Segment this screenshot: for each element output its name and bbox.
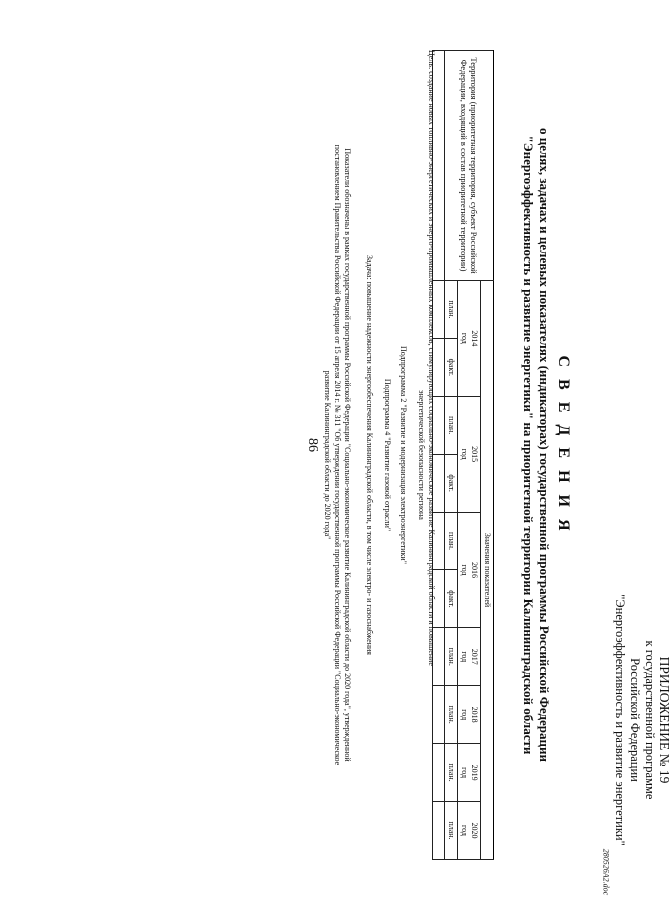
footer-file-code: 280526А2.doc: [601, 848, 611, 896]
appendix-line: Российской Федерации: [628, 658, 642, 782]
note-line: постановлением Правительства Российской Федерации от 15 апреля 2014 г. № 311 "Об утверждении государственной программы Российской Федерации "Социально-экономическое: [333, 144, 342, 766]
subtitle-line: "Энергоэффективность и развитие энергетики" на приоритетной территории Калининградской области: [521, 135, 536, 755]
year-header-2016: 2016 год: [458, 512, 481, 628]
plan-2015: план.: [445, 396, 458, 454]
appendix-number: ПРИЛОЖЕНИЕ № 19: [657, 656, 672, 784]
goal-line: Цель: создание новых топливно-энергетических и энерго-промышленных комплексов, стимулирующих социально-экономическое развитие Калининградской области и повышение: [427, 50, 436, 666]
year-header-2018: 2018 год: [458, 686, 481, 744]
appendix-program-name: "Энергоэффективность и развитие энергетики": [613, 594, 627, 846]
note-line: Показатели обозначены в рамках государственной программы Российской Федерации "Социально-экономическое развитие Калининградской области до 2020 года", утвержденной: [343, 148, 352, 762]
plan-2016: план.: [445, 512, 458, 570]
task-text: Задача: повышение надежности энергообеспечения Калининградской области, в том числе электро- и газоснабжения: [365, 255, 374, 655]
subprogram-4-title: Подпрограмма 4 "Развитие газовой отрасли": [383, 378, 392, 532]
plan-2018: план.: [445, 686, 458, 744]
fact-2016: факт.: [445, 570, 458, 628]
plan-2019: план.: [445, 744, 458, 802]
plan-2020: план.: [445, 802, 458, 860]
document-subtitle: [520, 30, 552, 860]
indicators-table: [432, 50, 494, 860]
plan-2014: план.: [445, 281, 458, 339]
appendix-line: к государственной программе: [643, 640, 657, 800]
goal-line: энергетической безопасности региона: [417, 390, 426, 520]
year-header-2019: 2019 год: [458, 744, 481, 802]
subprogram-2-title: Подпрограмма 2 "Развитие и модернизация электроэнергетики": [399, 346, 408, 564]
year-header-2020: 2020 год: [458, 802, 481, 860]
note-text: [322, 50, 352, 860]
territory-header: Территория (приоритетная территория, субъект Российской Федерации, входящий в состав приоритетной территории): [445, 51, 494, 281]
rotated-document: [232, 10, 672, 880]
fact-2014: факт.: [445, 338, 458, 396]
fact-2015: факт.: [445, 454, 458, 512]
year-header-2015: 2015 год: [458, 396, 481, 512]
year-header-2017: 2017 год: [458, 628, 481, 686]
year-header-2014: 2014 год: [458, 281, 481, 397]
note-line: развитие Калининградской области до 2020 года": [323, 370, 332, 540]
subtitle-line: о целях, задачах и целевых показателях (индикаторах) государственной программы Российской Федерации: [537, 127, 552, 763]
plan-2017: план.: [445, 628, 458, 686]
document-title: С В Е Д Е Н И Я: [555, 355, 572, 535]
values-header: Значения показателей: [481, 281, 494, 860]
appendix-header: [612, 570, 672, 870]
page-number: 86: [305, 438, 320, 452]
goal-text: [416, 50, 436, 860]
